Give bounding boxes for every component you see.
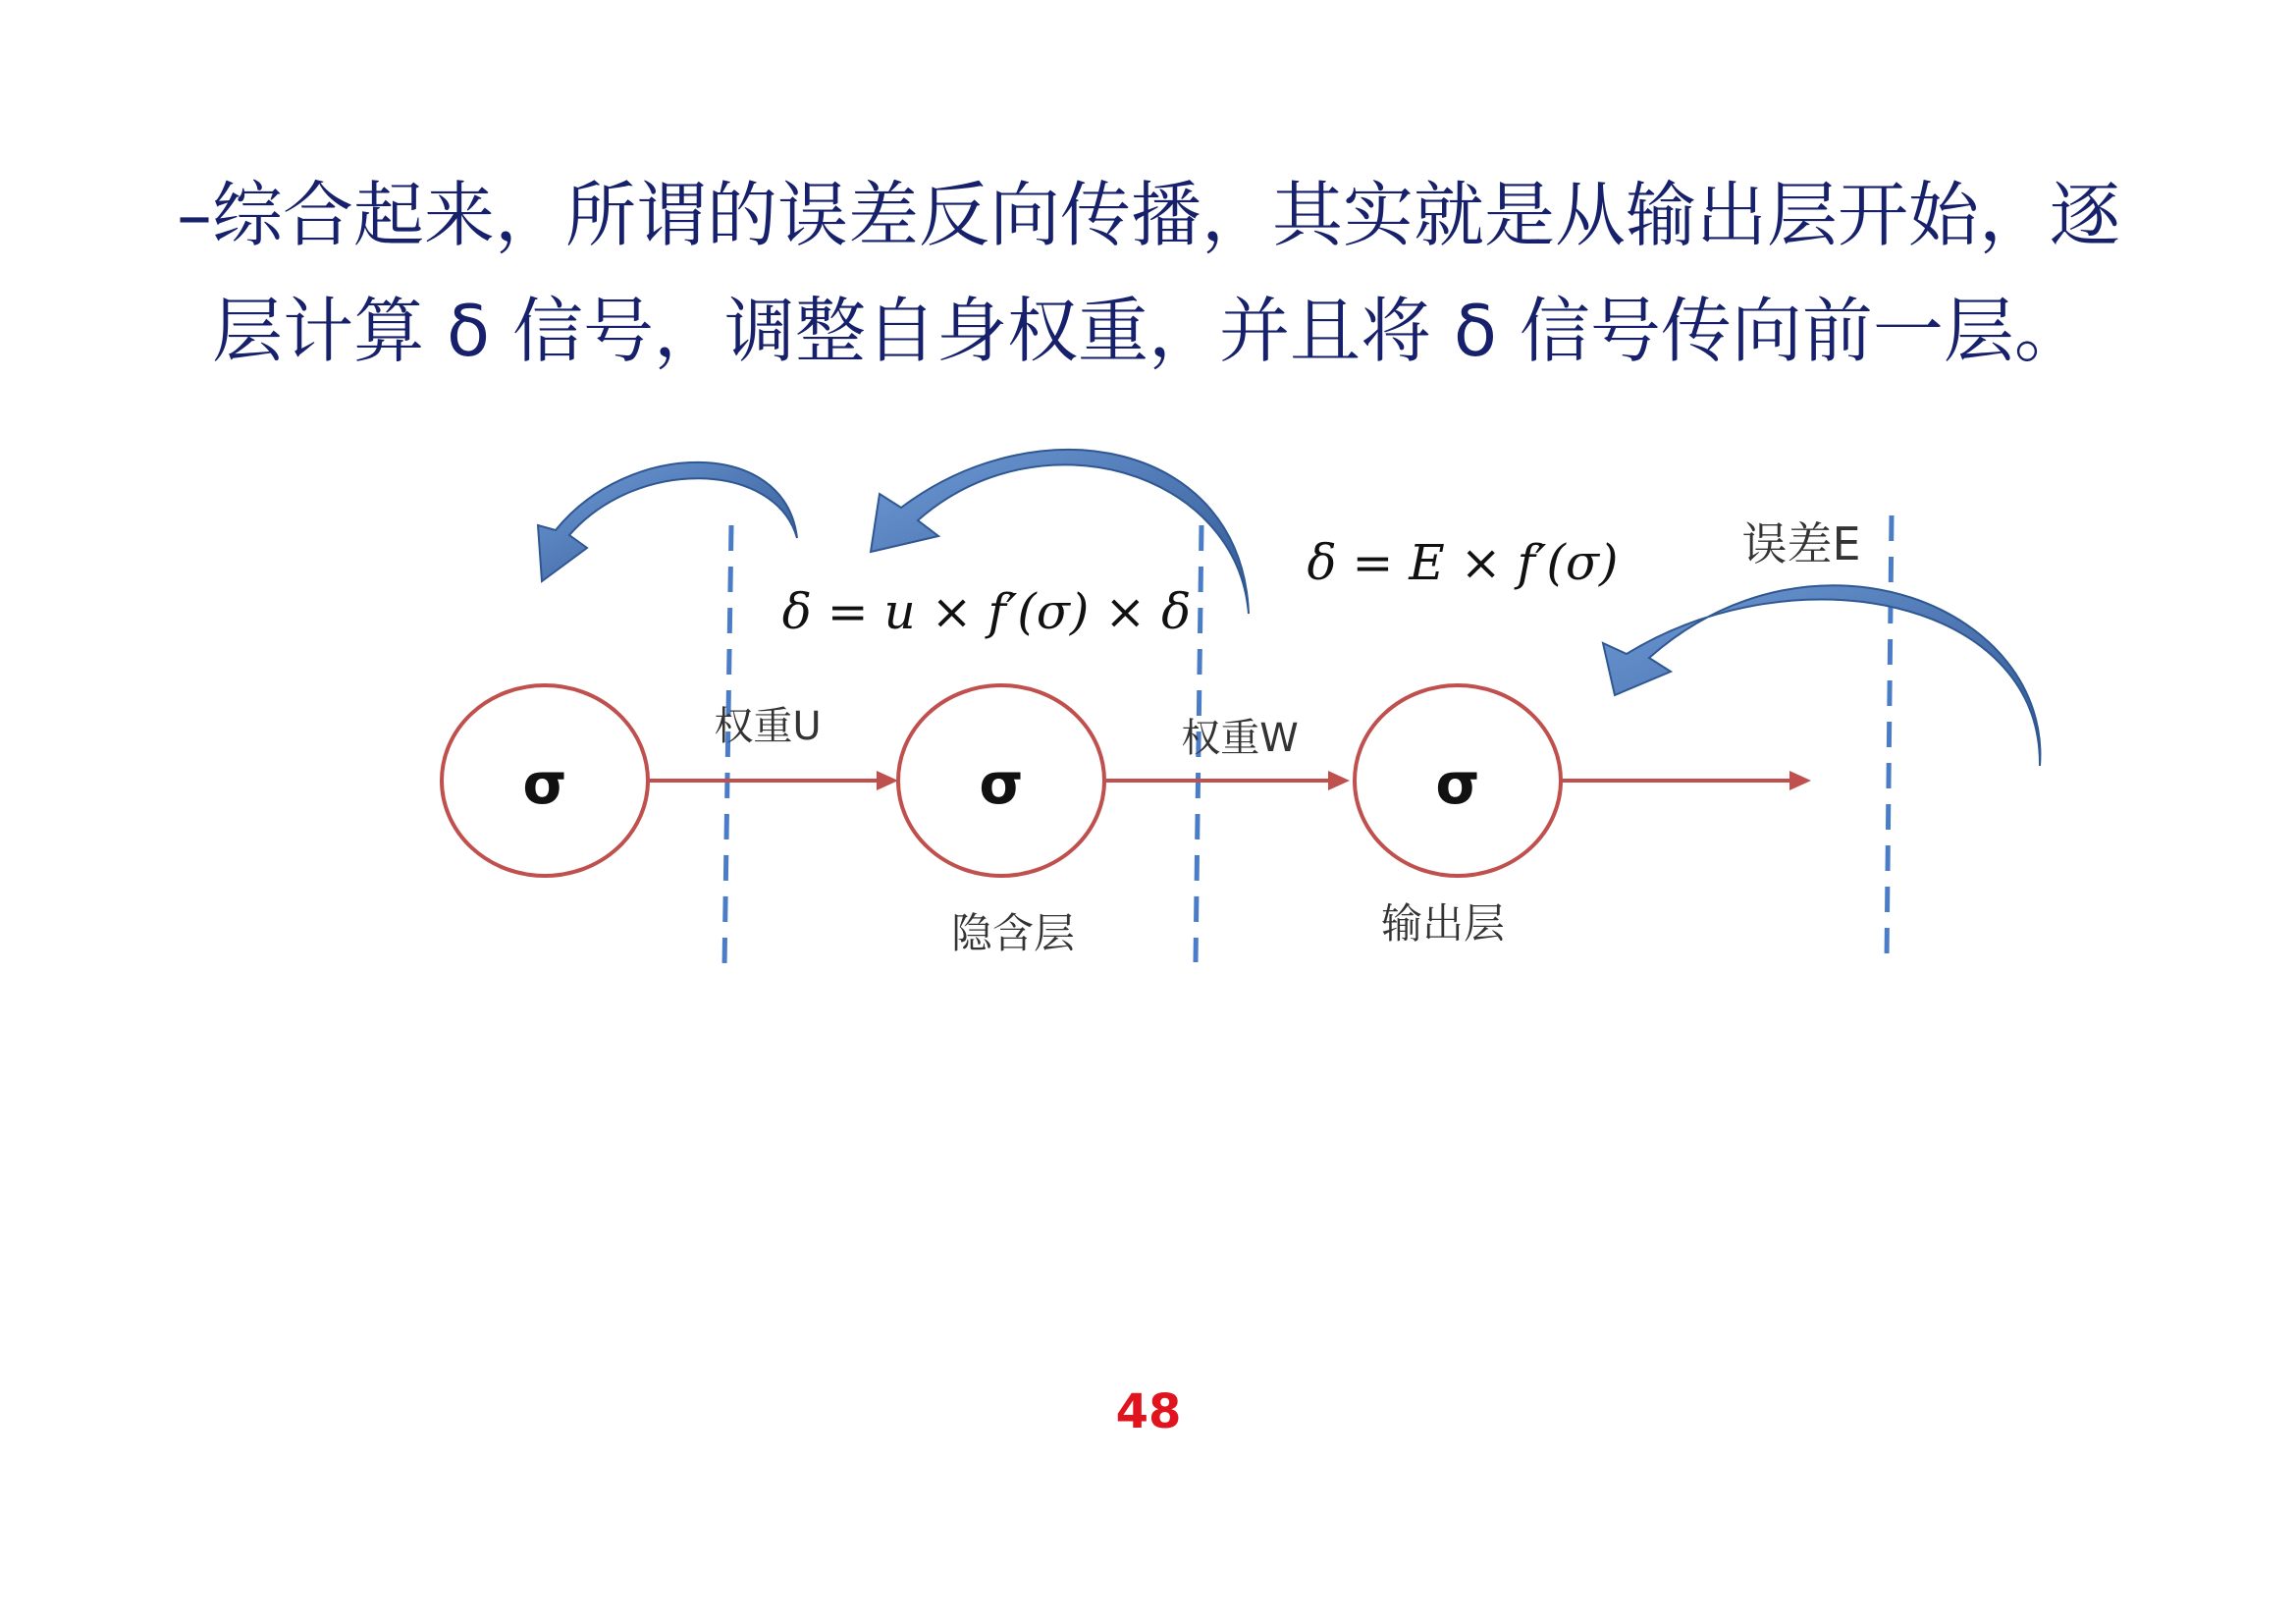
boundary-line-3 xyxy=(1887,515,1892,960)
output-layer-label: 输出层 xyxy=(1380,899,1506,947)
heading-line-1: –综合起来，所谓的误差反向传播，其实就是从输出层开始，逐 xyxy=(176,174,2120,256)
output-neuron-symbol: σ xyxy=(1435,750,1480,817)
weight-w-label: 权重W xyxy=(1181,716,1299,761)
hidden-layer-label: 隐含层 xyxy=(950,909,1076,957)
input-neuron xyxy=(442,685,648,876)
page-number: 48 xyxy=(1115,1384,1182,1439)
heading-line-2: 层计算 δ 信号，调整自身权重，并且将 δ 信号传向前一层。 xyxy=(212,290,2085,372)
output-delta-formula: δ = E × f′(σ) xyxy=(1307,534,1619,591)
input-neuron-symbol: σ xyxy=(522,750,567,817)
hidden-neuron xyxy=(898,685,1104,876)
weight-u-label: 权重U xyxy=(714,704,822,749)
hidden-neuron-symbol: σ xyxy=(979,750,1024,817)
output-neuron xyxy=(1355,685,1561,876)
hidden-delta-formula: δ = u × f′(σ) × δ xyxy=(781,583,1192,640)
flow-arrow-3 xyxy=(1561,771,1811,790)
flow-arrow-1 xyxy=(648,771,898,790)
curved-arrow-left-icon xyxy=(538,462,797,581)
flow-arrow-2 xyxy=(1104,771,1350,790)
curved-arrow-right-icon xyxy=(1603,585,2040,766)
error-e-label: 误差E xyxy=(1741,517,1861,570)
